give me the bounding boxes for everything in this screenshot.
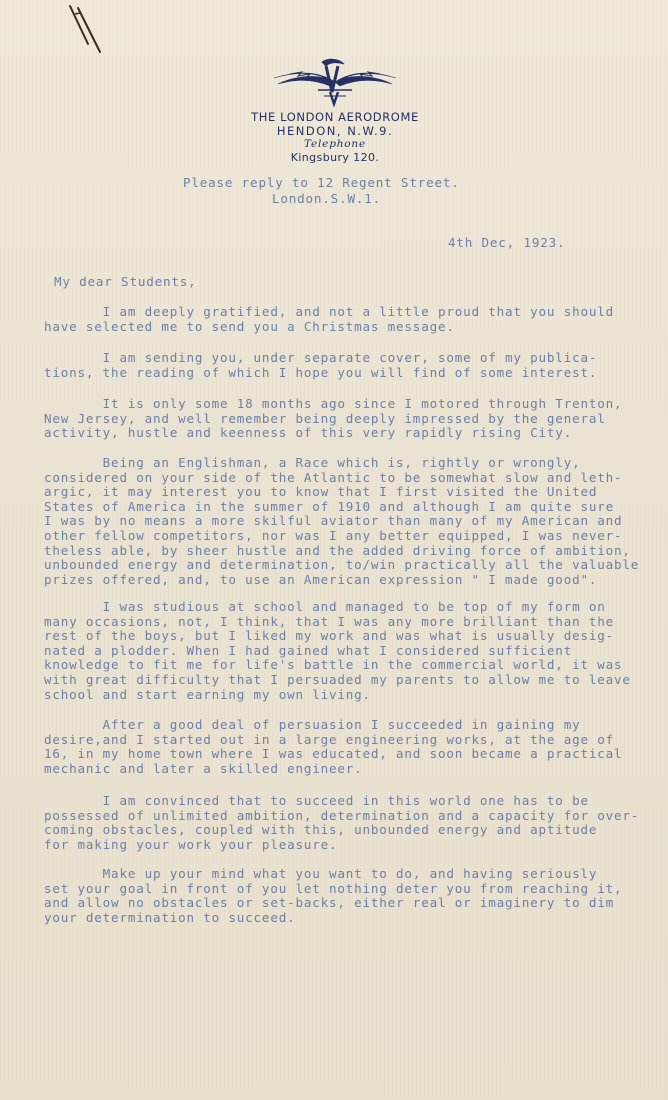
paragraph: [44, 794, 644, 852]
text-line: and allow no obstacles or set-backs, either real or imaginery to dim: [44, 895, 614, 911]
pen-mark-icon: [66, 4, 106, 56]
reply-address-line: Please reply to 12 Regent Street.: [183, 175, 460, 190]
text-line: activity, hustle and keenness of this very rapidly rising City.: [44, 425, 573, 441]
paragraph: [44, 456, 644, 587]
text-line: I am sending you, under separate cover, some of my publica-: [44, 350, 598, 365]
text-line: Being an Englishman, a Race which is, rightly or wrongly,: [44, 455, 581, 470]
text-line: for making your work your pleasure.: [44, 836, 338, 852]
reply-city-line: London.S.W.1.: [272, 191, 381, 206]
text-line: I was studious at school and managed to be top of my form on: [44, 599, 606, 614]
text-line: with great difficulty that I persuaded my parents to allow me to leave: [44, 671, 631, 687]
text-line: I am convinced that to succeed in this world one has to be: [44, 793, 589, 808]
paragraph: [44, 600, 644, 702]
text-line: I was by no means a more skilful aviator than many of my American and: [44, 513, 623, 529]
text-line: school and start earning my own living.: [44, 686, 371, 702]
text-line: New Jersey, and well remember being deeply impressed by the general: [44, 410, 606, 426]
text-line: your determination to succeed.: [44, 909, 296, 925]
salutation: My dear Students,: [54, 274, 197, 289]
text-line: set your goal in front of you let nothing deter you from reaching it,: [44, 880, 623, 896]
text-line: I am deeply gratified, and not a little proud that you should: [44, 304, 614, 319]
text-line: Make up your mind what you want to do, and having seriously: [44, 866, 598, 881]
paragraph: [44, 351, 644, 380]
company-name: THE LONDON AERODROME: [251, 110, 419, 124]
paragraph: [44, 718, 644, 776]
text-line: knowledge to fit me for life's battle in the commercial world, it was: [44, 657, 623, 673]
text-line: tions, the reading of which I hope you will find of some interest.: [44, 364, 598, 380]
text-line: other fellow competitors, nor was I any better equipped, I was never-: [44, 527, 623, 543]
telephone-label: Telephone: [304, 138, 366, 150]
telephone-exchange: Kingsbury 120.: [290, 151, 380, 164]
winged-logo-icon: [260, 52, 410, 110]
paragraph: [44, 305, 644, 334]
paragraph: [44, 867, 644, 925]
text-line: States of America in the summer of 1910 and although I am quite sure: [44, 498, 614, 514]
company-address: HENDON, N.W.9.: [276, 124, 394, 138]
text-line: 16, in my home town where I was educated, and soon became a practical: [44, 746, 623, 762]
text-line: possessed of unlimited ambition, determination and a capacity for over-: [44, 807, 640, 823]
text-line: theless able, by sheer hustle and the added driving force of ambition,: [44, 542, 631, 558]
text-line: It is only some 18 months ago since I motored through Trenton,: [44, 396, 623, 411]
letterhead: [240, 52, 430, 164]
text-line: nated a plodder. When I had gained what I considered sufficient: [44, 642, 573, 658]
text-line: argic, it may interest you to know that I first visited the United: [44, 484, 598, 500]
text-line: unbounded energy and determination, to/win practically all the valuable: [44, 557, 640, 573]
text-line: many occasions, not, I think, that I was any more brilliant than the: [44, 613, 614, 629]
text-line: desire,and I started out in a large engineering works, at the age of: [44, 731, 614, 747]
text-line: After a good deal of persuasion I succeeded in gaining my: [44, 717, 581, 732]
text-line: considered on your side of the Atlantic to be somewhat slow and leth-: [44, 469, 623, 485]
text-line: mechanic and later a skilled engineer.: [44, 760, 363, 776]
text-line: rest of the boys, but I liked my work and was what is usually desig-: [44, 628, 614, 644]
text-line: prizes offered, and, to use an American expression " I made good".: [44, 571, 598, 587]
text-line: coming obstacles, coupled with this, unbounded energy and aptitude: [44, 822, 598, 838]
text-line: have selected me to send you a Christmas message.: [44, 318, 455, 334]
paragraph: [44, 397, 644, 441]
letter-date: 4th Dec, 1923.: [448, 235, 566, 250]
